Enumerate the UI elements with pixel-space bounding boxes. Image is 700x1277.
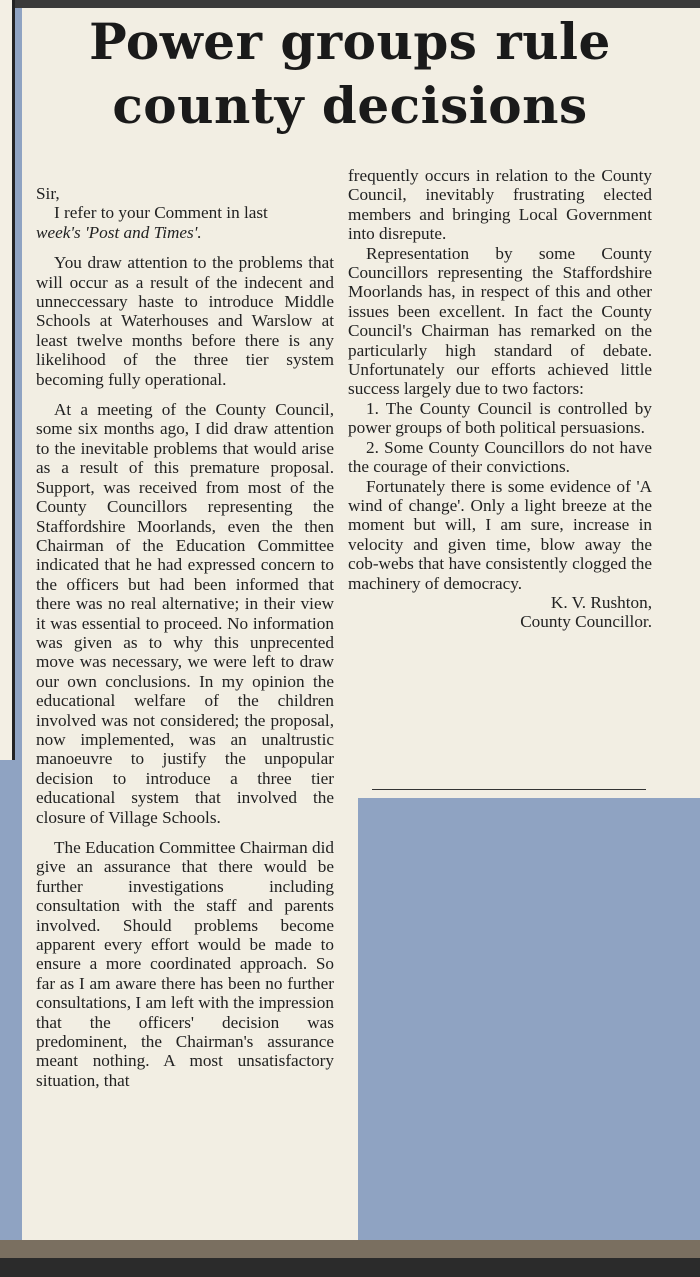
salutation: Sir, [36, 184, 60, 203]
letter-column-right [348, 166, 652, 632]
headline-line-2: county decisions [112, 76, 588, 135]
end-rule [372, 789, 646, 790]
factor-1: 1. The County Council is controlled by power groups of both political persuasions. [348, 398, 652, 438]
paragraph-3: At a meeting of the County Council, some six months ago, I did draw attention to the inevitable problems that would arise as a result of this premature proposal. Support, was received from most of the County Councillors representing the Staffordshire Moorlands, even the then Chairman of the Education Committee indicated that he had expressed concern to the officers but had been informed that there was no real alternative; in their view it was essential to proceed. No information was given as to why this unprecented move was necessary, we were left to draw our own conclusions. In my opinion the educational welfare of the children involved was not considered; the proposal, now implemented, was an unaltrustic manoeuvre to justify the unpopular decision to introduce a three tier educational system that involved the closure of Village Schools. [36, 400, 334, 827]
headline [30, 10, 670, 138]
signature-name: K. V. Rushton, [550, 592, 652, 612]
paragraph-5: Representation by some County Councillors representing the Staffordshire Moorlands has, in respect of this and other issues been excellent. In fact the County Council's Chairman has remarked on the particularly high standard of debate. Unfortunately our efforts achieved little success largely due to two factors: [348, 243, 652, 399]
paragraph-4-continued: frequently occurs in relation to the County Council, inevitably frustrating elected members and bringing Local Government into disrepute. [348, 166, 652, 244]
scrapbook-bottom-shadow [0, 1258, 700, 1277]
letter-column-left [36, 184, 334, 1090]
paper-reference: week's 'Post and Times'. [36, 222, 202, 242]
scrapbook-left-edge [12, 0, 15, 760]
paragraph-1-line-1: I refer to your Comment in last [54, 203, 268, 223]
paragraph-6: Fortunately there is some evidence of 'A wind of change'. Only a light breeze at the moment but will, I am sure, increase in velocity and given time, blow away the cob-webs that have consistently clogged the machinery of democracy. [348, 476, 652, 593]
headline-line-1: Power groups rule [89, 12, 611, 71]
scrapbook-top-edge [0, 0, 700, 8]
signature-title: County Councillor. [520, 612, 652, 632]
paragraph-4: The Education Committee Chairman did give an assurance that there would be further investigations including consultation with the staff and parents involved. Should problems become apparent every effort would be made to ensure a more coordinated approach. So far as I am aware there has been no further consultations, I am left with the impression that the officers' decision was predominent, the Chairman's assurance meant nothing. A most unsatisfactory situation, that [36, 838, 334, 1090]
paragraph-2: You draw attention to the problems that will occur as a result of the indecent and unneccessary haste to introduce Middle Schools at Waterhouses and Warslow at least twelve months before there is any likelihood of the three tier system becoming fully operational. [36, 253, 334, 389]
paragraph-1-line-2 [36, 223, 334, 242]
factor-2: 2. Some County Councillors do not have the courage of their convictions. [348, 437, 652, 477]
